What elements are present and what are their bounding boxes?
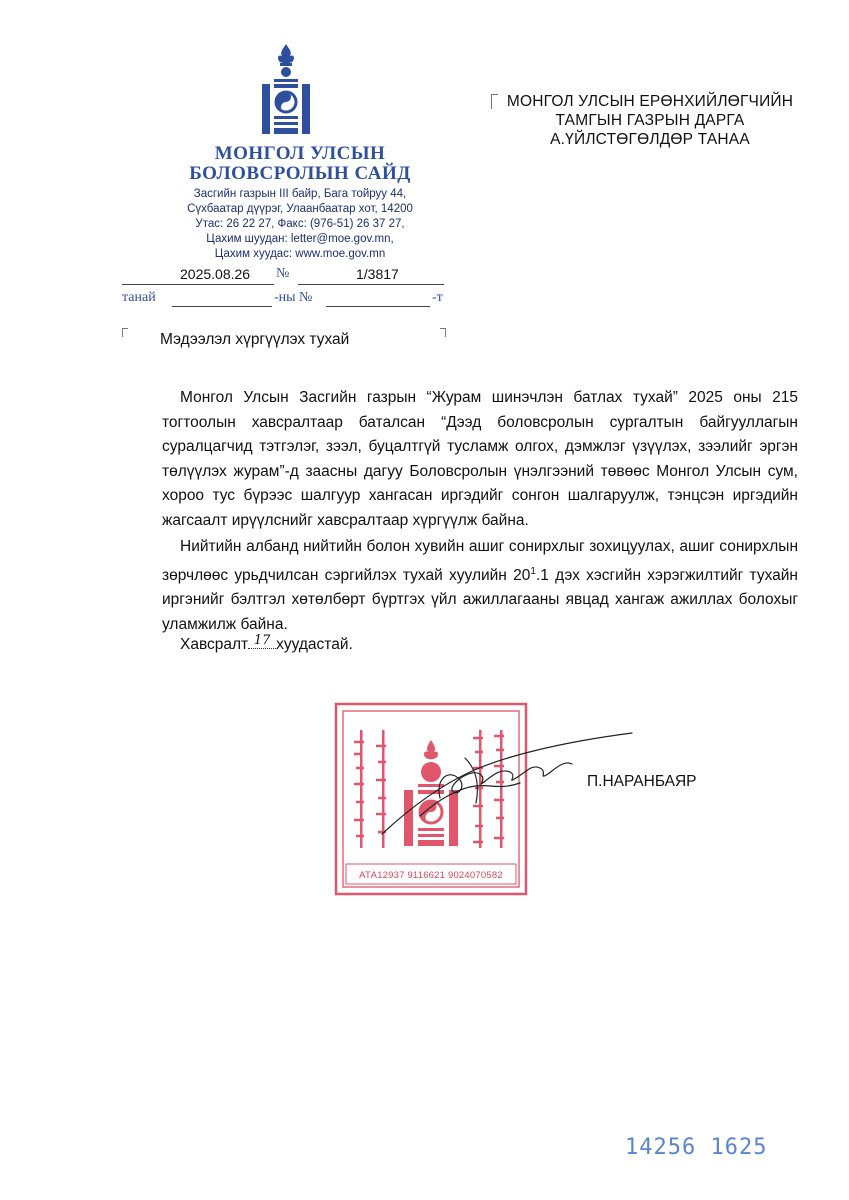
- registry-number: 14256 1625: [625, 1135, 768, 1160]
- reference-number-label: №: [276, 266, 290, 281]
- subject-line: Мэдээлэл хүргүүлэх тухай: [160, 331, 350, 348]
- org-name-line1: МОНГОЛ УЛСЫН: [214, 143, 386, 164]
- subject-corner-right: [440, 328, 446, 337]
- of-number-label: -ны №: [274, 290, 313, 305]
- signer-name: П.НАРАНБАЯР: [587, 773, 697, 790]
- seal-number: АТА12937 9116621 9024070582: [359, 870, 503, 881]
- your-number-underline: [326, 306, 430, 307]
- date-underline: [122, 284, 274, 285]
- address-line: Сүхбаатар дүүрэг, Улаанбаатар хот, 14200: [187, 203, 413, 215]
- address-email: Цахим шуудан: letter@moe.gov.mn,: [206, 233, 394, 245]
- address-line: Утас: 26 22 27, Факс: (976-51) 26 37 27,: [195, 218, 405, 230]
- attachment-label: Хавсралт: [180, 636, 249, 653]
- attachment-pages-handwritten: 17: [248, 633, 276, 649]
- paragraph2-text-a: Нийтийн албанд нийтийн болон хувийн ашиг сонирхлыг зохицуулах, ашиг сонирхлын зөрчлөөс урьдчилсан сэргийлэх тухай хуулийн 20: [162, 538, 798, 584]
- address-website: Цахим хуудас: www.moe.gov.mn: [214, 248, 386, 260]
- reference-date: 2025.08.26: [180, 266, 251, 282]
- attachment-line: [180, 633, 353, 654]
- org-name-line2: БОЛОВСРОЛЫН САЙД: [189, 163, 411, 184]
- address-line: Засгийн газрын III байр, Бага тойруу 44,: [193, 188, 407, 200]
- recipient-line: ТАМГЫН ГАЗРЫН ДАРГА: [555, 112, 745, 129]
- subject-corner-left: [122, 328, 128, 337]
- body-paragraph-1: Монгол Улсын Засгийн газрын “Журам шинэчлэн батлах тухай” 2025 оны 215 тогтоолын хавсралтаар баталсан “Дээд боловсролын сургалтын байгууллагын суралцагчид тэтгэлэг, зээл, буцалтгүй тусламж олгох, дэмжлэг үзүүлэх, зээлийг эргэн төлүүлэх журам”-д заасны дагуу Боловсролын үнэлгээний төвөөс Монгол Улсын сум, хороо тус бүрээс шалгуур хангасан иргэдийг сонгон шалгаруулж, тэнцсэн иргэдийн жагсаалт ирүүлснийг хавсралтаар хүргүүлж байна.: [162, 389, 798, 529]
- body-paragraph-2: [162, 535, 798, 637]
- recipient-line: А.ҮЙЛСТӨГӨЛДӨР ТАНАА: [550, 131, 750, 148]
- reference-suffix: -т: [432, 290, 443, 305]
- paragraph2-superscript: 1: [530, 565, 536, 577]
- attachment-pages-suffix: хуудастай.: [276, 636, 353, 653]
- number-underline: [298, 284, 444, 285]
- state-emblem-icon: [260, 42, 312, 138]
- reference-number: 1/3817: [356, 266, 399, 282]
- recipient-line: МОНГОЛ УЛСЫН ЕРӨНХИЙЛӨГЧИЙН: [506, 93, 794, 110]
- recipient-block: [470, 92, 830, 149]
- your-reference-label: танай: [122, 290, 156, 305]
- paragraph2-text-b: .1 дэх хэсгийн хэрэгжилтийг тухайн иргэнийг бэлтгэл хөтөлбөрт бүртгэх үйл ажиллагааны явцад хангаж ажиллах болохыг уламжилж байна.: [162, 566, 798, 633]
- address-block: [150, 187, 450, 262]
- your-date-underline: [172, 306, 272, 307]
